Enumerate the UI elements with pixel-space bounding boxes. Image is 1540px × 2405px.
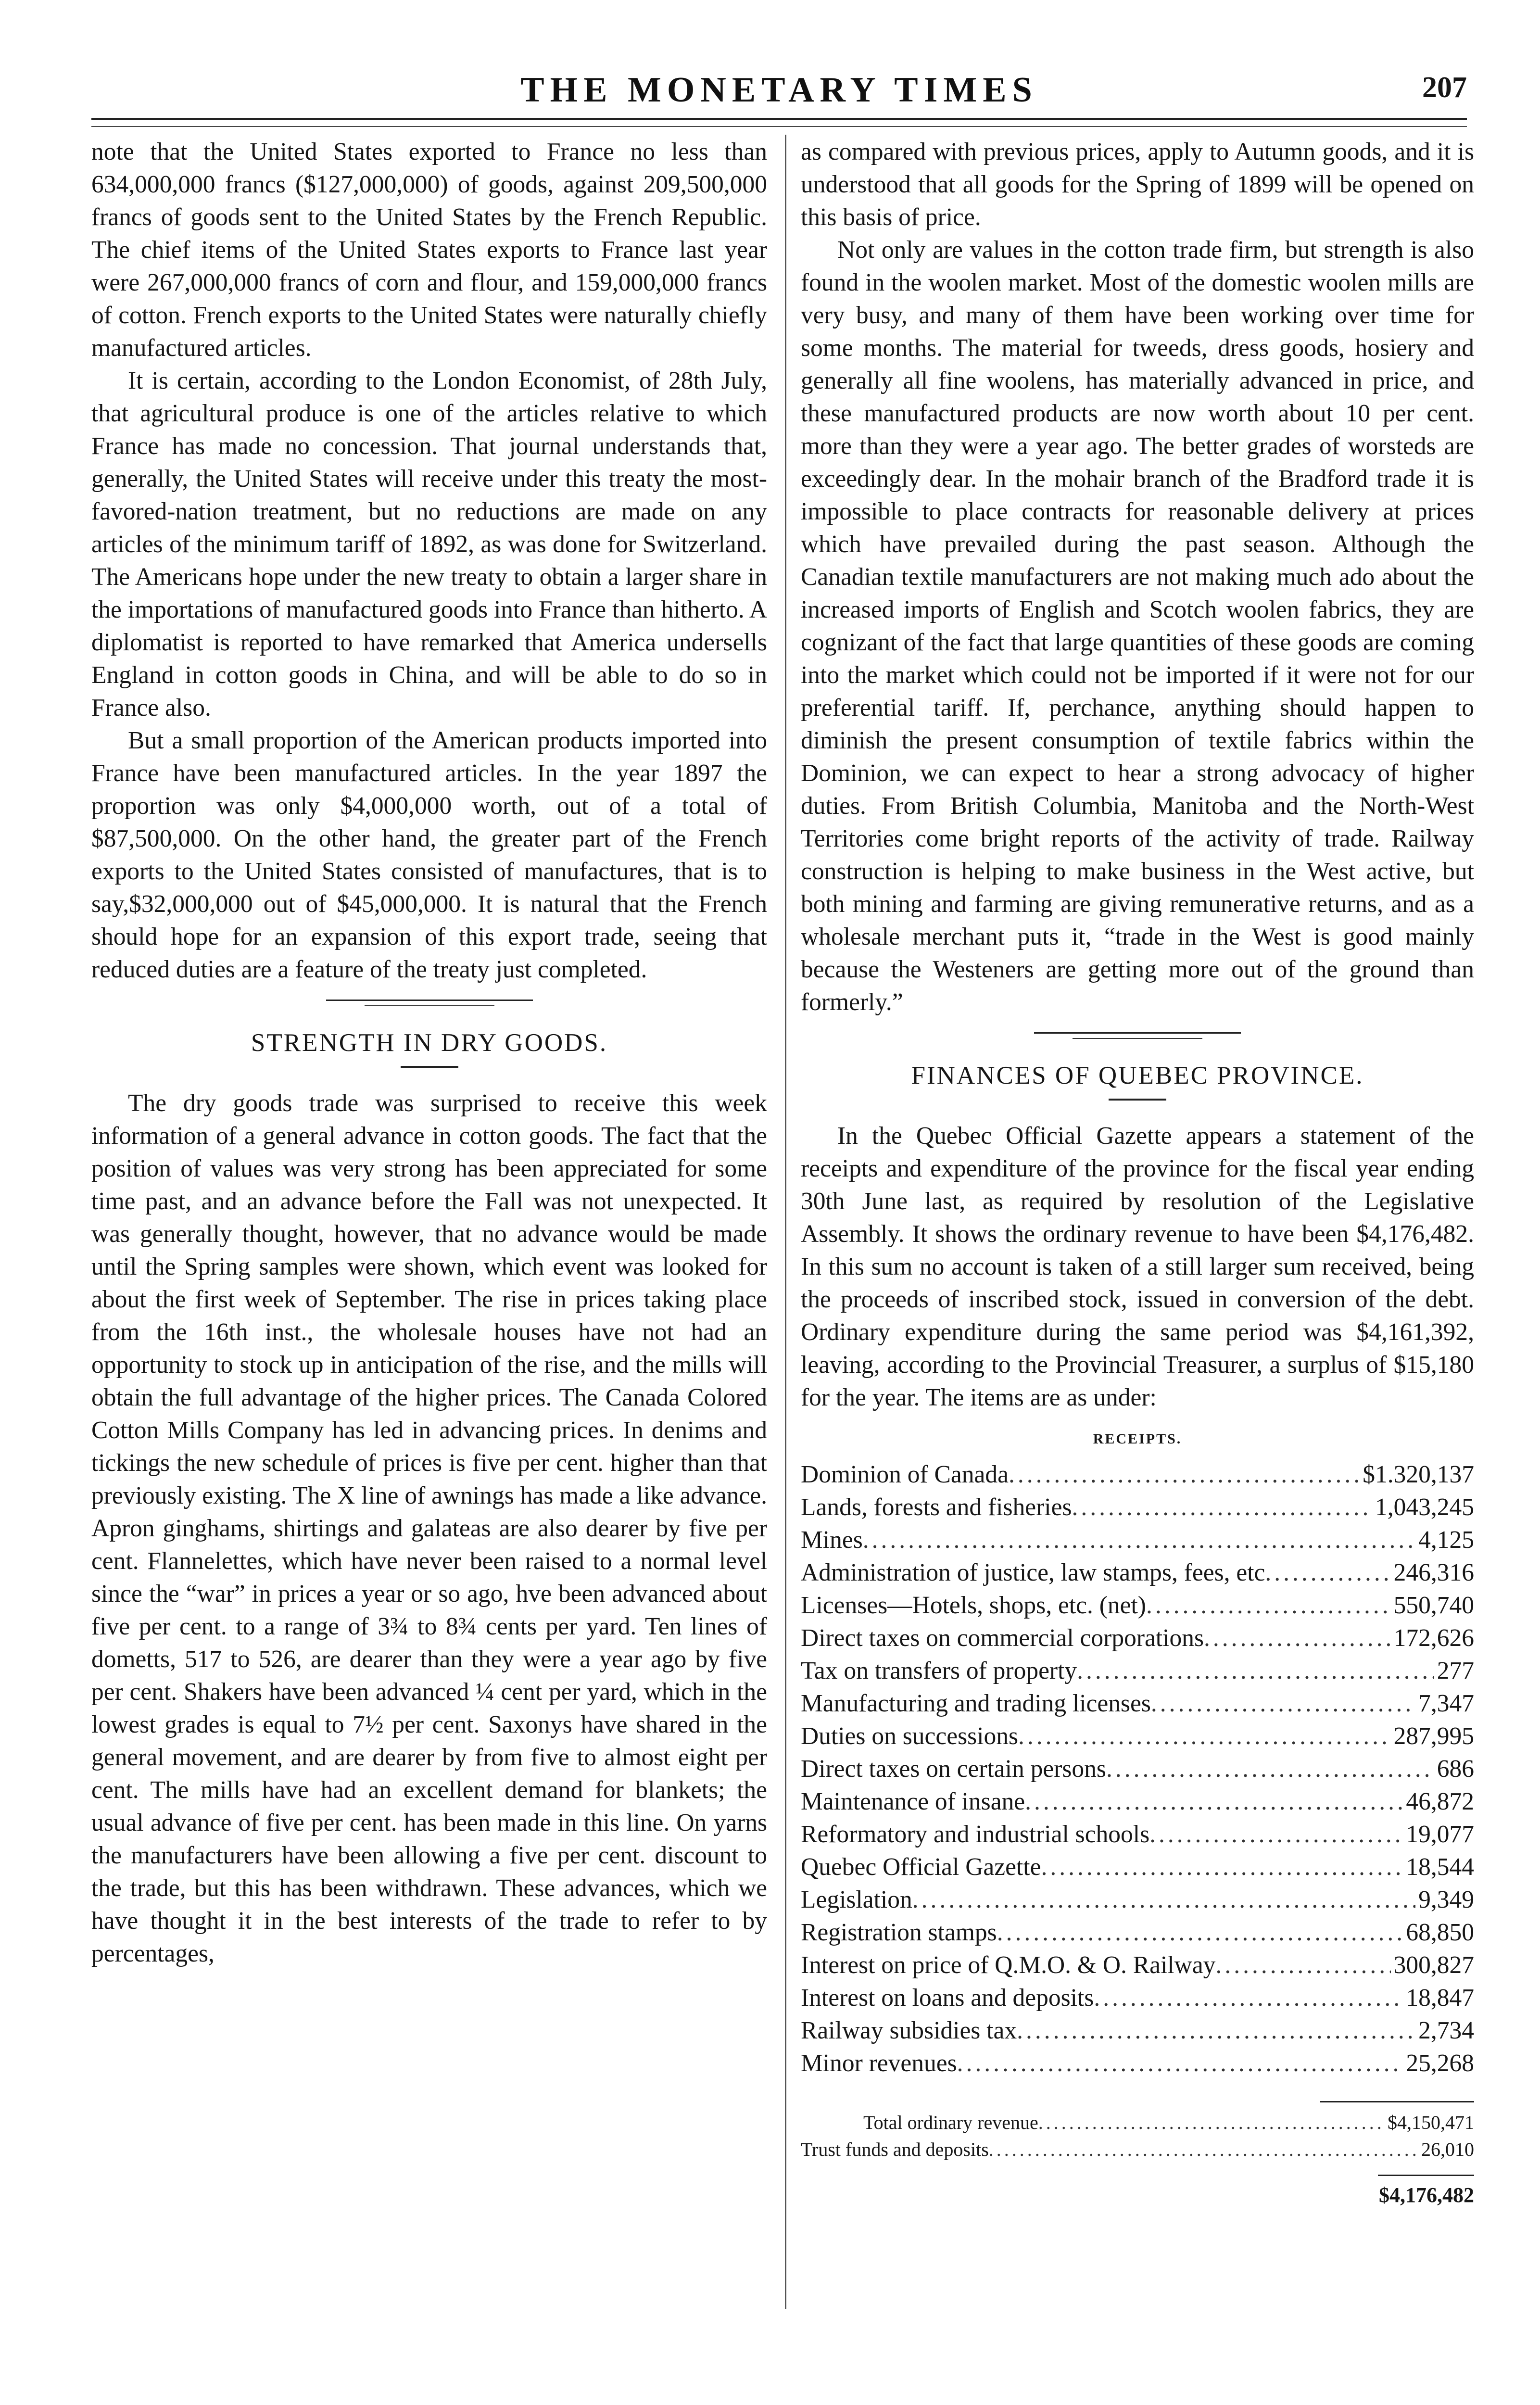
total-amount: $4,150,471: [1388, 2112, 1474, 2133]
receipt-amount: 172,626: [1393, 1624, 1474, 1652]
receipt-row: [801, 1884, 1474, 1916]
receipt-label: Maintenance of insane: [801, 1788, 1025, 1815]
total-row: [801, 2109, 1474, 2136]
receipt-row: [801, 1491, 1474, 1524]
receipt-row: [801, 1818, 1474, 1851]
receipt-row: [801, 2014, 1474, 2047]
section-divider: [326, 1000, 533, 1008]
receipt-label: Administration of justice, law stamps, fees, etc: [801, 1559, 1265, 1586]
receipt-row: [801, 2047, 1474, 2080]
total-rule: [1320, 2101, 1474, 2102]
receipt-row: [801, 1557, 1474, 1589]
header-rule-thin: [91, 126, 1467, 127]
trust-label: Trust funds and deposits: [801, 2139, 989, 2160]
trust-amount: 26,010: [1421, 2139, 1474, 2160]
receipt-amount: 550,740: [1393, 1592, 1474, 1619]
receipt-row: [801, 1622, 1474, 1655]
receipt-row: [801, 1949, 1474, 1982]
receipts-heading: RECEIPTS.: [1093, 1431, 1182, 1447]
receipts-table: [801, 1458, 1474, 2080]
receipt-label: Dominion of Canada: [801, 1461, 1009, 1488]
receipt-label: Quebec Official Gazette: [801, 1853, 1041, 1881]
heading-dash: [1109, 1099, 1166, 1101]
receipt-label: Mines: [801, 1526, 863, 1554]
paragraph: as compared with previous prices, apply to Autumn goods, and it is understood that all goods for the Spring of 1899 will be opened on this basis of price.: [801, 138, 1474, 231]
receipt-row: [801, 1785, 1474, 1818]
receipt-amount: 18,847: [1406, 1984, 1474, 2012]
section-heading: STRENGTH IN DRY GOODS.: [251, 1029, 608, 1057]
receipt-row: [801, 1916, 1474, 1949]
receipt-label: Manufacturing and trading licenses: [801, 1690, 1151, 1717]
receipt-label: Tax on transfers of property: [801, 1657, 1077, 1684]
paragraph: But a small proportion of the American products imported into France have been manufactured articles. In the year 1897 the proportion was only $4,000,000 worth, out of a total of $87,500,000. On the other hand, the greater part of the French exports to the United States consisted of manufactures, that is to say,$32,000,000 out of $45,000,000. It is natural that the French should hope for an expansion of this export trade, seeing that reduced duties are a feature of the treaty just completed.: [91, 727, 767, 983]
left-column: [91, 136, 767, 1970]
receipt-label: Lands, forests and fisheries: [801, 1494, 1072, 1521]
paragraph: The dry goods trade was surprised to receive this week information of a general advance in cotton goods. The fact that the position of values was very strong has been appreciated for some time past, and an advance before the Fall was not unexpected. It was generally thought, however, that no advance would be made until the Spring samples were shown, which event was looked for about the first week of September. The rise in prices taking place from the 16th inst., the wholesale houses have not had an opportunity to stock up in anticipation of the rise, and the mills will obtain the full advantage of the higher prices. The Canada Colored Cotton Mills Company has led in advancing prices. In denims and tickings the new schedule of prices is five per cent. higher than that previously existing. The X line of awnings has made a like advance. Apron ginghams, shirtings and galateas are also dearer by five per cent. Flannelettes, which have never been raised to a normal level since the “war” in prices a year or so ago, hve been advanced about five per cent. to a range of 3¾ to 8¾ cents per yard. Ten lines of dometts, 517 to 526, are dearer than they were a year ago by five per cent. Shakers have been advanced ¼ cent per yard, which in the lowest grades is equal to 7½ per cent. Saxonys have shared in the general movement, and are dearer by from five to almost eight per cent. The mills have had an excellent demand for blankets; the usual advance of five per cent. has been made in this line. On yarns the manufacturers have been allowing a five per cent. discount to the trade, but this has been withdrawn. These advances, which we have thought it in the best interests of the trade to refer to by percentages,: [91, 1089, 767, 1967]
receipt-amount: 19,077: [1406, 1821, 1474, 1848]
receipt-row: [801, 1655, 1474, 1687]
receipt-amount: $1.320,137: [1363, 1461, 1474, 1488]
paragraph: Not only are values in the cotton trade firm, but strength is also found in the woolen market. Most of the domestic woolen mills are very busy, and many of them have been working over time for some months. The material for tweeds, dress goods, hosiery and generally all fine woolens, has materially advanced in price, and these manufactured products are now worth about 10 per cent. more than they were a year ago. The better grades of worsteds are exceedingly dear. In the mohair branch of the Bradford trade it is impossible to place contracts for reasonable delivery at prices which have prevailed during the past season. Although the Canadian textile manufacturers are not making much ado about the increased imports of English and Scotch woolen fabrics, they are cognizant of the fact that large quantities of these goods are coming into the market which could not be imported if it were not for our preferential tariff. If, perchance, anything should happen to diminish the present consumption of textile fabrics within the Dominion, we can expect to hear a strong advocacy of higher duties. From British Columbia, Manitoba and the North-West Territories come bright reports of the activity of trade. Railway construction is helping to make business in the West active, but both mining and farming are giving remunerative returns, and as a wholesale merchant puts it, “trade in the West is good mainly because the Westeners are getting more out of the ground than formerly.”: [801, 236, 1474, 1016]
receipt-amount: 1,043,245: [1375, 1494, 1474, 1521]
receipt-row: [801, 1753, 1474, 1785]
receipt-amount: 68,850: [1406, 1919, 1474, 1946]
receipt-amount: 2,734: [1418, 2017, 1474, 2044]
receipt-label: Direct taxes on certain persons: [801, 1755, 1106, 1783]
column-separator: [785, 135, 786, 2309]
receipt-label: Duties on successions: [801, 1722, 1019, 1750]
receipt-row: [801, 1851, 1474, 1884]
receipt-row: [801, 1982, 1474, 2014]
right-column: [801, 136, 1474, 2212]
page-header: [91, 70, 1467, 115]
paragraph: note that the United States exported to France no less than 634,000,000 francs ($127,000,000) of goods, against 209,500,000 francs of goods sent to the United States by the French Republic. The chief items of the United States exports to France last year were 267,000,000 francs of corn and flour, and 159,000,000 francs of cotton. French exports to the United States were naturally chiefly manufactured articles.: [91, 138, 767, 362]
receipt-label: Reformatory and industrial schools: [801, 1821, 1150, 1848]
receipt-amount: 25,268: [1406, 2050, 1474, 2077]
receipt-amount: 4,125: [1418, 1526, 1474, 1554]
receipt-label: Railway subsidies tax: [801, 2017, 1017, 2044]
receipt-amount: 9,349: [1418, 1886, 1474, 1913]
receipt-row: [801, 1687, 1474, 1720]
receipt-amount: 300,827: [1393, 1951, 1474, 1979]
receipt-amount: 46,872: [1406, 1788, 1474, 1815]
trust-row: [801, 2136, 1474, 2163]
page-number: 207: [1422, 71, 1467, 104]
paragraph: In the Quebec Official Gazette appears a statement of the receipts and expenditure of the province for the fiscal year ending 30th June last, as required by resolution of the Legislative Assembly. It shows the ordinary revenue to have been $4,176,482. In this sum no account is taken of a still larger sum received, being the proceeds of inscribed stock, issued in conversion of the debt. Ordinary expenditure during the same period was $4,161,392, leaving, according to the Provincial Treasurer, a surplus of $15,180 for the year. The items are as under:: [801, 1122, 1474, 1411]
receipt-label: Direct taxes on commercial corporations: [801, 1624, 1204, 1652]
receipt-row: [801, 1720, 1474, 1753]
receipt-label: Minor revenues: [801, 2050, 957, 2077]
receipt-label: Legislation: [801, 1886, 912, 1913]
grand-total-rule: [1378, 2175, 1474, 2176]
receipt-label: Interest on loans and deposits: [801, 1984, 1094, 2012]
total-label: Total ordinary revenue: [863, 2112, 1038, 2133]
masthead-title: THE MONETARY TIMES: [520, 70, 1038, 110]
receipt-label: Registration stamps: [801, 1919, 997, 1946]
header-rule: [91, 118, 1467, 120]
heading-dash: [401, 1066, 458, 1068]
receipt-row: [801, 1524, 1474, 1557]
receipt-amount: 277: [1437, 1657, 1474, 1684]
section-divider: [1034, 1032, 1241, 1041]
receipt-amount: 18,544: [1406, 1853, 1474, 1881]
paragraph: It is certain, according to the London Economist, of 28th July, that agricultural produce is one of the articles relative to which France has made no concession. That journal understands that, generally, the United States will receive under this treaty the most-favored-nation treatment, but no reductions are made on any articles of the minimum tariff of 1892, as was done for Switzerland. The Americans hope under the new treaty to obtain a larger share in the importations of manufactured goods into France than hitherto. A diplomatist is reported to have remarked that America undersells England in cotton goods in China, and will be able to do so in France also.: [91, 367, 767, 722]
receipt-amount: 246,316: [1393, 1559, 1474, 1586]
grand-total: $4,176,482: [1379, 2183, 1474, 2207]
receipt-row: [801, 1589, 1474, 1622]
receipt-label: Interest on price of Q.M.O. & O. Railway: [801, 1951, 1216, 1979]
receipt-label: Licenses—Hotels, shops, etc. (net): [801, 1592, 1146, 1619]
receipt-amount: 7,347: [1418, 1690, 1474, 1717]
receipt-row: [801, 1458, 1474, 1491]
section-heading: FINANCES OF QUEBEC PROVINCE.: [911, 1062, 1364, 1089]
receipt-amount: 287,995: [1393, 1722, 1474, 1750]
receipt-amount: 686: [1437, 1755, 1474, 1783]
